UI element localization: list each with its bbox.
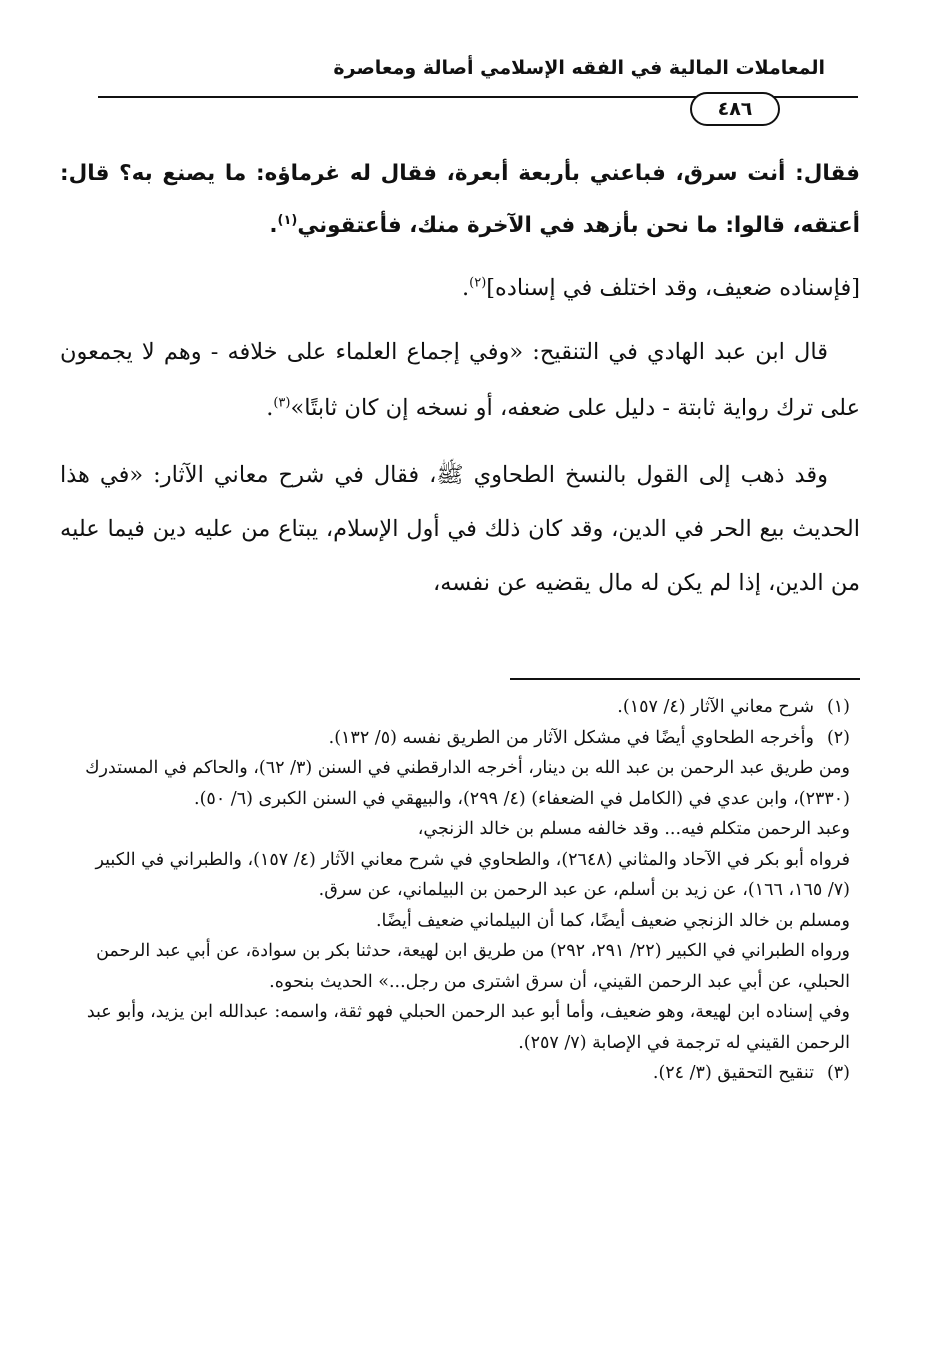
- footnote-1: [80, 692, 850, 723]
- footnote-2-cont-3: فرواه أبو بكر في الآحاد والمثاني (٢٦٤٨)، والطحاوي في شرح معاني الآثار (٤/ ١٥٧)، والطبراني في الكبير (٧/ ١٦٥، ١٦٦)، عن زيد بن أسلم، عن عبد الرحمن بن البيلماني، عن سرق.: [95, 849, 850, 900]
- footnote-ref-3: (٣): [273, 395, 291, 411]
- paragraph-2-text: [فإسناده ضعيف، وقد اختلف في إسناده]: [486, 275, 860, 301]
- paragraph-2: [60, 262, 860, 314]
- running-header-title: المعاملات المالية في الفقه الإسلامي أصالة ومعاصرة: [333, 57, 825, 79]
- footnotes: [80, 692, 850, 1089]
- footnote-2-text: وأخرجه الطحاوي أيضًا في مشكل الآثار من الطريق نفسه (٥/ ١٣٢).: [328, 727, 814, 748]
- footnote-ref-1: (١): [277, 212, 298, 228]
- footnote-2-cont-5: ورواه الطبراني في الكبير (٢٢/ ٢٩١، ٢٩٢) من طريق ابن لهيعة، حدثنا بكر بن سوادة، عن أبي عبد الرحمن الحبلي، عن أبي عبد الرحمن القيني، أن سرق اشترى من رجل...» الحديث بنحوه.: [96, 941, 850, 992]
- footnote-1-number: (١): [826, 697, 850, 717]
- footnote-3: [80, 1058, 850, 1089]
- main-text: [60, 148, 860, 610]
- footnote-ref-2: (٢): [469, 275, 487, 291]
- paragraph-3: [60, 324, 860, 436]
- footnote-3-number: (٣): [826, 1063, 850, 1083]
- footnote-2-cont-2: وعبد الرحمن متكلم فيه... وقد خالفه مسلم بن خالد الزنجي،: [417, 819, 850, 839]
- paragraph-1: [60, 148, 860, 252]
- paragraph-1-text: فقال: أنت سرق، فباعني بأربعة أبعرة، فقال له غرماؤه: ما يصنع به؟ قال: أعتقه، قالوا: ما نحن بأزهد في الآخرة منك، فأعتقوني: [60, 161, 860, 238]
- footnote-2-cont-1: ومن طريق عبد الرحمن بن عبد الله بن دينار، أخرجه الدارقطني في السنن (٣/ ٦٢)، والحاكم في المستدرك (٢٣٣٠)، وابن عدي في (الكامل في الضعفاء) (٤/ ٢٩٩)، والبيهقي في السنن الكبرى (٦/ ٥٠).: [85, 758, 850, 809]
- footnote-2-cont-6: وفي إسناده ابن لهيعة، وهو ضعيف، وأما أبو عبد الرحمن الحبلي فهو ثقة، واسمه: عبدالله ابن يزيد، وأبو عبد الرحمن القيني له ترجمة في الإصابة (٧/ ٢٥٧).: [86, 1002, 850, 1053]
- footnote-2-number: (٢): [826, 727, 850, 748]
- paragraph-2-end: .: [461, 275, 470, 301]
- footnote-3-text: تنقيح التحقيق (٣/ ٢٤).: [652, 1063, 814, 1083]
- paragraph-1-end: .: [269, 213, 278, 238]
- paragraph-4: وقد ذهب إلى القول بالنسخ الطحاوي ﷺ، فقال في شرح معاني الآثار: «في هذا الحديث بيع الحر في الدين، وقد كان ذلك في أول الإسلام، يبتاع من عليه دين فيما عليه من الدين، إذا لم يكن له مال يقضيه عن نفسه،: [60, 462, 860, 596]
- footnote-2-cont-4: ومسلم بن خالد الزنجي ضعيف أيضًا، كما أن البيلماني ضعيف أيضًا.: [375, 910, 850, 931]
- footnote-2: [80, 723, 850, 754]
- footnote-separator: [510, 678, 860, 680]
- paragraph-3-end: .: [266, 395, 274, 421]
- paragraph-3-text: قال ابن عبد الهادي في التنقيح: «وفي إجماع العلماء على خلافه - وهم لا يجمعون على ترك رواية ثابتة - دليل على ضعفه، أو نسخه إن كان ثابتًا»: [60, 339, 860, 421]
- footnote-1-text: شرح معاني الآثار (٤/ ١٥٧).: [617, 697, 814, 717]
- page-number: ٤٨٦: [690, 92, 780, 126]
